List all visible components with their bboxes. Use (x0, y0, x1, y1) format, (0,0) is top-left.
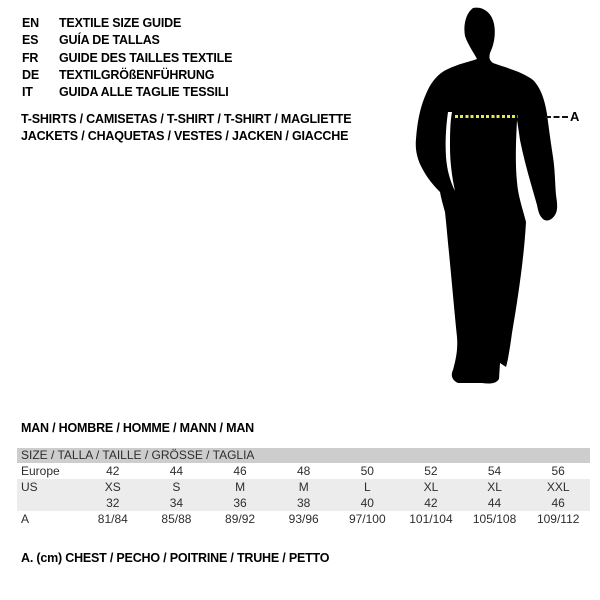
size-cell: 46 (551, 496, 565, 510)
size-cell: 40 (360, 496, 374, 510)
language-row (22, 32, 232, 49)
language-row (22, 67, 232, 84)
size-cell: XL (487, 480, 502, 494)
language-title: TEXTILE SIZE GUIDE (59, 16, 182, 30)
size-table (17, 448, 590, 527)
language-title: TEXTILGRÖßENFÜHRUNG (59, 67, 215, 82)
size-cell: 109/112 (536, 512, 580, 526)
garment-categories (21, 111, 351, 145)
man-figure (390, 0, 600, 400)
chest-measure-line (455, 115, 518, 118)
size-cell: 85/88 (161, 512, 192, 526)
size-table-row-chest (17, 511, 590, 527)
size-cell: 50 (360, 464, 374, 478)
man-silhouette (416, 8, 557, 384)
size-cell: 93/96 (288, 512, 319, 526)
size-cell: 54 (487, 464, 502, 478)
size-table-row-us (17, 479, 590, 495)
language-list (22, 15, 232, 101)
category-line-tshirts: T-SHIRTS / CAMISETAS / T-SHIRT / T-SHIRT / MAGLIETTE (21, 112, 352, 126)
language-title: GUIDE DES TAILLES TEXTILE (59, 50, 233, 65)
size-cell: 42 (424, 496, 438, 510)
size-cell: 56 (551, 464, 565, 478)
size-cell: 89/92 (225, 512, 256, 526)
size-cell: 101/104 (409, 512, 453, 526)
size-cell: S (172, 480, 181, 494)
measure-label-a: A (570, 109, 580, 124)
man-silhouette-svg (390, 0, 600, 400)
size-cell: XL (423, 480, 439, 494)
section-heading-man: MAN / HOMBRE / HOMME / MANN / MAN (21, 421, 254, 435)
row-label (17, 495, 81, 511)
size-cell: L (363, 480, 371, 494)
size-cell: 97/100 (348, 512, 386, 526)
language-code: DE (22, 67, 39, 82)
language-row (22, 50, 232, 67)
size-cell: 46 (233, 464, 247, 478)
language-code: IT (22, 85, 33, 100)
row-label: A (21, 512, 30, 526)
size-cell: XXL (546, 480, 570, 494)
size-cell: 48 (297, 464, 311, 478)
category-line-jackets: JACKETS / CHAQUETAS / VESTES / JACKEN / GIACCHE (21, 129, 349, 143)
language-title: GUÍA DE TALLAS (59, 33, 160, 48)
size-cell: 105/108 (472, 512, 517, 526)
measure-leader-line (545, 116, 568, 118)
size-cell: XS (104, 480, 121, 494)
language-code: EN (22, 16, 39, 30)
language-code: FR (22, 50, 39, 65)
measurement-footnote: A. (cm) CHEST / PECHO / POITRINE / TRUHE / PETTO (21, 551, 330, 565)
size-cell: 34 (169, 496, 184, 510)
size-cell: 38 (297, 496, 311, 510)
size-cell: M (298, 480, 309, 494)
row-label: US (21, 480, 38, 494)
row-label: Europe (21, 464, 60, 478)
size-cell: 44 (169, 464, 184, 478)
size-cell: 42 (106, 464, 120, 478)
language-code: ES (22, 33, 39, 48)
language-title: GUIDA ALLE TAGLIE TESSILI (59, 85, 229, 100)
size-cell: 32 (106, 496, 120, 510)
size-cell: 52 (424, 464, 438, 478)
language-row (22, 15, 232, 32)
size-cell: M (235, 480, 246, 494)
size-cell: 36 (233, 496, 247, 510)
size-table-row-numeric (17, 495, 590, 511)
language-row (22, 84, 232, 101)
size-table-row-europe (17, 463, 590, 479)
size-table-header: SIZE / TALLA / TAILLE / GRÖSSE / TAGLIA (17, 448, 590, 463)
size-cell: 44 (487, 496, 502, 510)
size-cell: 81/84 (97, 512, 128, 526)
